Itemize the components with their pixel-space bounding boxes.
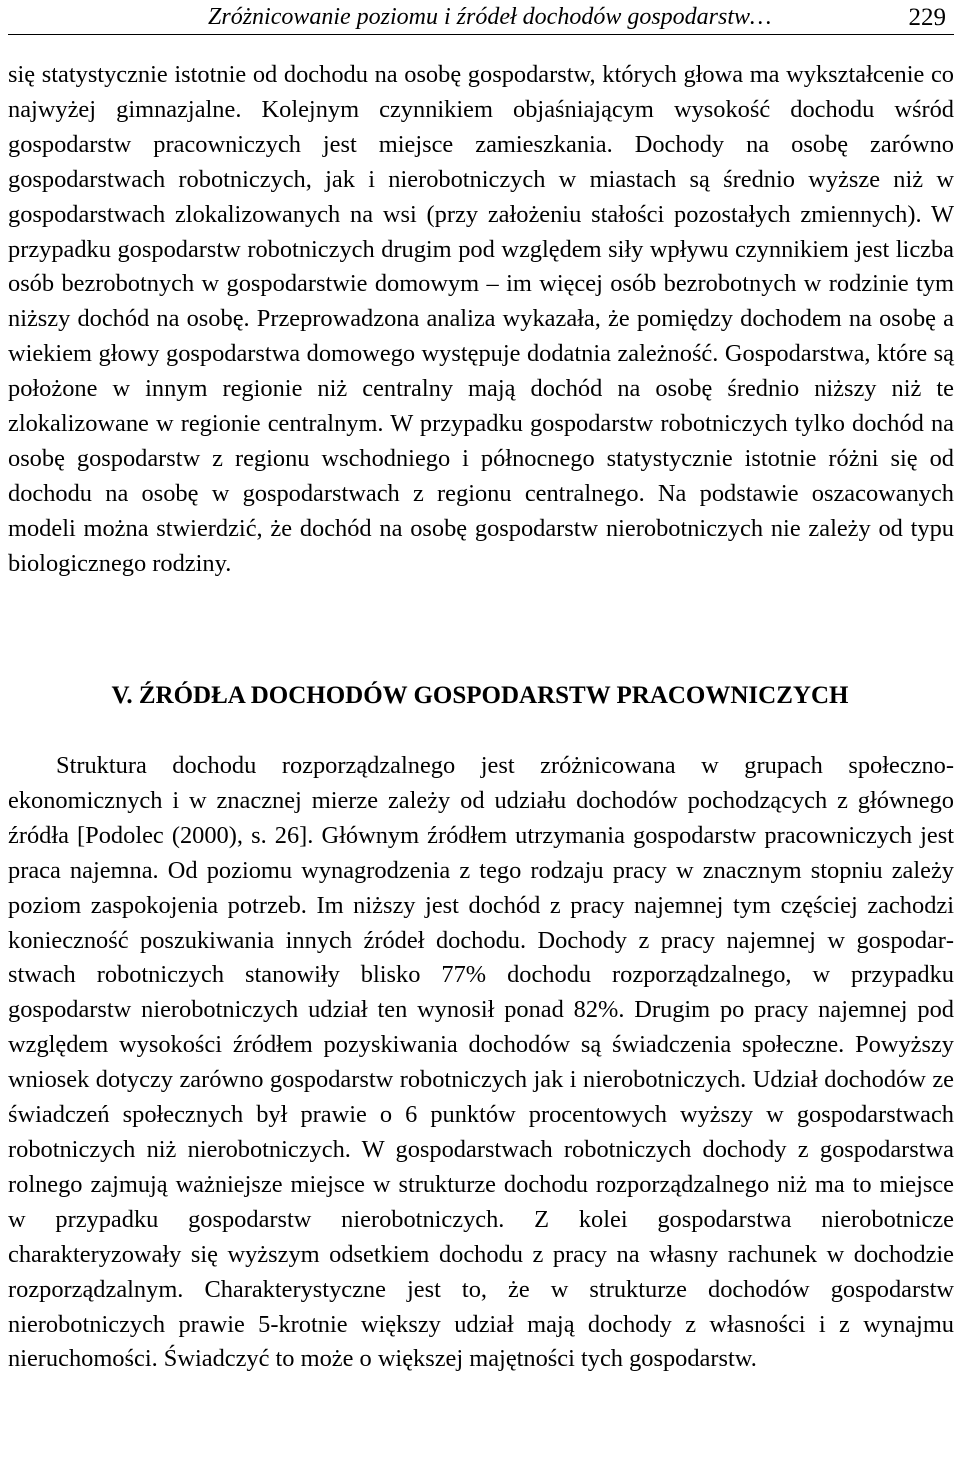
running-title: Zróżnicowanie poziomu i źródeł dochodów gospodarstw… (208, 4, 772, 30)
running-header (8, 0, 954, 35)
page-number: 229 (908, 4, 946, 31)
body-paragraph-2: Struktura dochodu rozporządzalnego jest zróżnicowana w grupach społeczno-ekonomicznych i w znacznej mierze zależy od udziału dochodów pochodzących z głównego źródła [Podolec (2000), s. 26]. Głównym źródłem utrzymania gospodarstw pracowniczych jest praca najemna. Od poziomu wynagrodzenia z tego rodzaju pracy w znacznym stopniu zależy poziom zaspokojenia potrzeb. Im niższy jest dochód z pracy najemnej tym częściej zachodzi konieczność poszukiwania innych źródeł dochodu. Dochody z pracy najemnej w gospodarstwach robotniczych stanowiły blisko 77% dochodu rozporządzalnego, w przypadku gospodarstw nierobotniczych udział ten wynosił ponad 82%. Drugim po pracy najemnej pod względem wysokości źródłem pozyskiwania dochodów są świadczenia społeczne. Powyższy wniosek dotyczy zarówno gospodarstw robotniczych jak i nierobotniczych. Udział dochodów ze świadczeń społecznych był prawie o 6 punktów procentowych wyższy w gospodarstwach robotniczych niż nierobotniczych. W gospodarstwach robotniczych dochody z gospodarstwa rolnego zajmują ważniejsze miejsce w strukturze dochodu rozporządzalnego niż ma to miejsce w przypadku gospodarstw nierobotniczych. Z kolei gospodarstwa nierobotnicze charakteryzowały się wyższym odsetkiem dochodu z pracy na własny rachunek w dochodzie rozporządzalnym. Charakterystyczne jest to, że w strukturze dochodów gospodarstw nierobotniczych prawie 5-krotnie większy udział mają dochody z własności i z wynajmu nieruchomości. Świadczyć to może o większej majętności tych gospodarstw. (8, 752, 954, 1373)
body-paragraph-1: się statystycznie istotnie od dochodu na osobę gospodarstw, których głowa ma wykształcenie co najwyżej gimnazjalne. Kolejnym czynnikiem objaśniającym wysokość dochodu wśród gospodarstw pracowniczych jest miejsce zamieszkania. Dochody na osobę zarówno gospodarstwach robotniczych, jak i nierobotniczych w miastach są średnio wyższe niż w gospodarstwach zlokalizowanych na wsi (przy założeniu stałości pozostałych zmiennych). W przypadku gospodarstw robotniczych drugim pod względem siły wpływu czynnikiem jest liczba osób bezrobotnych w gospodarstwie domowym – im więcej osób bezrobotnych w rodzinie tym niższy dochód na osobę. Przeprowadzona analiza wykazała, że pomiędzy dochodem na osobę a wiekiem głowy gospodarstwa domowego występuje dodatnia zależność. Gospodarstwa, które są położone w innym regionie niż centralny mają dochód na osobę średnio niższy niż te zlokalizowane w regionie centralnym. W przypadku gospodarstw robotniczych tylko dochód na osobę gospodarstw z regionu wschodniego i północnego statystycznie istotnie różni się od dochodu na osobę w gospodarstwach z regionu centralnego. Na podstawie oszacowanych modeli można stwierdzić, że dochód na osobę gospodarstw nierobotniczych nie zależy od typu biologicznego rodziny. (8, 61, 954, 577)
section-heading: V. ŹRÓDŁA DOCHODÓW GOSPODARSTW PRACOWNICZYCH (111, 682, 849, 709)
